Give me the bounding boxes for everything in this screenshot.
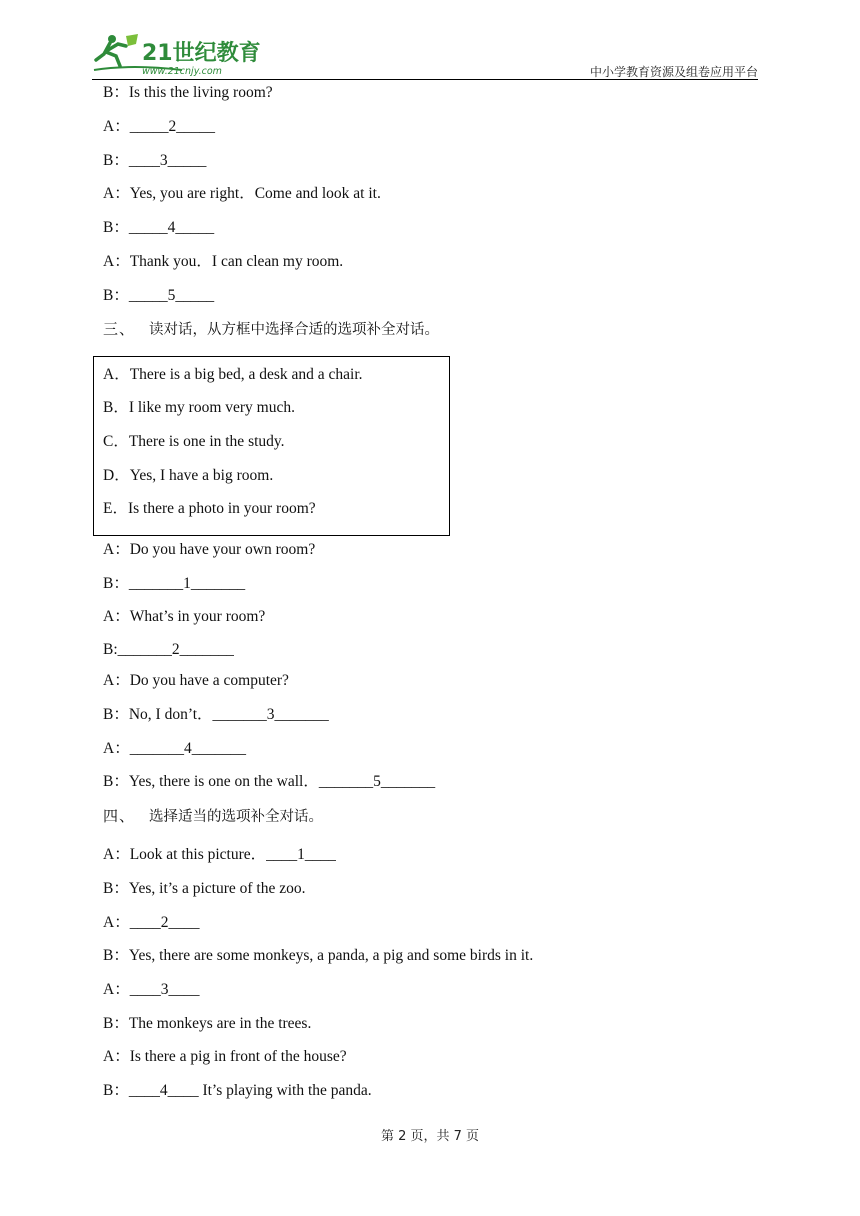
dialogue-line: B：The monkeys are in the trees. — [103, 1015, 312, 1032]
dialogue-line: A：Do you have your own room? — [103, 541, 316, 558]
option-item: E．Is there a photo in your room? — [103, 500, 316, 517]
dialogue-line: B：Yes, there is one on the wall．_______5_______ — [103, 773, 436, 790]
option-item: C．There is one in the study. — [103, 433, 285, 450]
dialogue-line: B:_______2_______ — [103, 641, 234, 658]
section-4-title — [103, 806, 323, 827]
dialogue-line: A：_______4_______ — [103, 740, 246, 757]
dialogue-line: B：_____5_____ — [103, 287, 215, 304]
page-number: 第 2 页，共 7 页 — [380, 1129, 480, 1144]
dialogue-line: B：_______1_______ — [103, 575, 246, 592]
option-item: A．There is a big bed, a desk and a chair. — [103, 366, 363, 383]
dialogue-line: A：____3____ — [103, 981, 200, 998]
section-heading: 读对话，从方框中选择合适的选项补全对话。 — [149, 322, 440, 338]
dialogue-line: A：____2____ — [103, 914, 200, 931]
page-header — [92, 30, 758, 80]
option-item: B．I like my room very much. — [103, 399, 295, 416]
section-heading: 选择适当的选项补全对话。 — [149, 809, 324, 825]
dialogue-line: A：Thank you．I can clean my room. — [103, 253, 344, 270]
dialogue-line: B：Yes, it’s a picture of the zoo. — [103, 880, 306, 897]
dialogue-line: B：_____4_____ — [103, 219, 215, 236]
section-number: 三、 — [103, 320, 136, 338]
dialogue-line: A：Look at this picture．____1____ — [103, 846, 336, 863]
dialogue-line: B：Is this the living room? — [103, 84, 273, 101]
dialogue-line: B：No, I don’t．_______3_______ — [103, 706, 329, 723]
dialogue-line: B：Yes, there are some monkeys, a panda, a pig and some birds in it. — [103, 947, 534, 964]
dialogue-line: A：_____2_____ — [103, 118, 215, 135]
dialogue-line: B：____3_____ — [103, 152, 207, 169]
logo-text: 21世纪教育 — [142, 41, 261, 66]
section-number: 四、 — [103, 807, 136, 825]
platform-label: 中小学教育资源及组卷应用平台 — [589, 65, 758, 79]
header-divider — [92, 79, 758, 80]
logo-icon — [92, 30, 262, 78]
dialogue-line: A：Yes, you are right．Come and look at it. — [103, 185, 381, 202]
dialogue-line: A：Is there a pig in front of the house? — [103, 1048, 347, 1065]
option-item: D．Yes, I have a big room. — [103, 467, 274, 484]
dialogue-line: A：What’s in your room? — [103, 608, 266, 625]
section-3-title — [103, 319, 439, 340]
dialogue-line: B：____4____ It’s playing with the panda. — [103, 1082, 372, 1099]
dialogue-line: A：Do you have a computer? — [103, 672, 289, 689]
logo-url-text: www.21cnjy.com — [142, 66, 222, 77]
